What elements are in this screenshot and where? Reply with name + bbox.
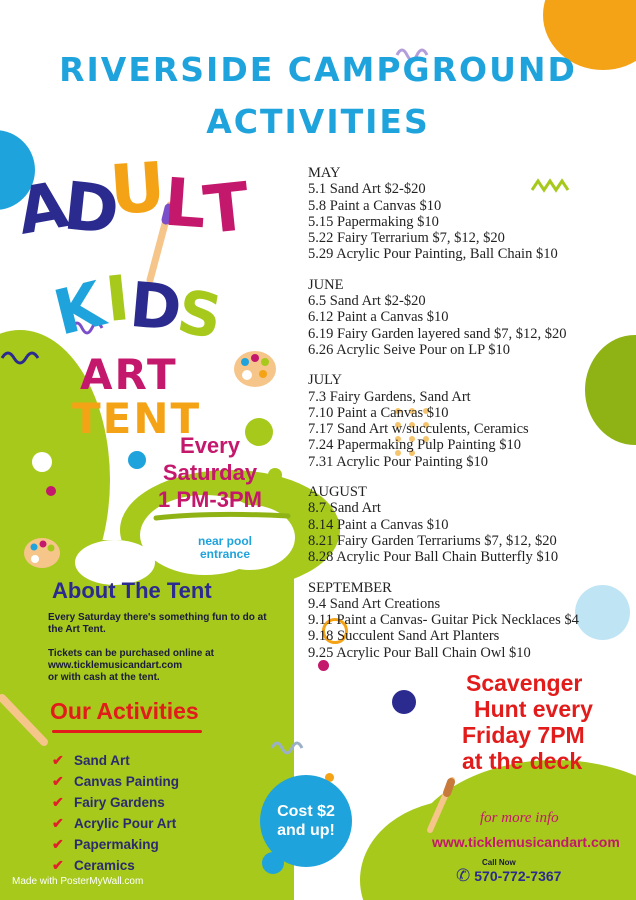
phone-icon: ✆ — [456, 866, 471, 885]
checkmark-icon: ✔ — [52, 815, 64, 831]
event-item: 8.28 Acrylic Pour Ball Chain Butterfly $10 — [308, 549, 559, 566]
event-item: 6.5 Sand Art $2-$20 — [308, 293, 426, 310]
blue-dot-1 — [128, 451, 146, 469]
month-title: JUNE — [308, 276, 344, 293]
location-line1: near pool — [197, 534, 252, 548]
activity-label: Papermaking — [74, 837, 159, 852]
paintbrush-icon-bottom — [420, 775, 460, 835]
event-item: 5.8 Paint a Canvas $10 — [308, 197, 442, 214]
event-item: 7.31 Acrylic Pour Painting $10 — [308, 453, 489, 470]
month-title: SEPTEMBER — [308, 579, 392, 596]
phone-row[interactable] — [456, 866, 561, 886]
activities-underline — [52, 730, 202, 733]
palette-icon-small — [22, 535, 62, 571]
scavenger-line4: at the deck — [462, 748, 583, 774]
squiggle-left — [0, 348, 48, 368]
adult-letter-u: U — [107, 148, 168, 231]
adult-letter-a: A — [11, 168, 74, 250]
scavenger-line2: Hunt every — [474, 696, 593, 722]
activity-label: Acrylic Pour Art — [74, 816, 177, 831]
event-item: 9.11 Paint a Canvas- Guitar Pick Necklaces $4 — [308, 612, 579, 629]
kids-letter-k: K — [46, 267, 112, 350]
more-info-label: for more info — [480, 810, 559, 826]
when-line3: 1 PM-3PM — [158, 487, 262, 512]
when-line2: Saturday — [162, 460, 258, 485]
page-title-line1: RIVERSIDE CAMPGROUND — [59, 50, 577, 89]
about-text — [48, 612, 278, 684]
list-item — [52, 750, 272, 771]
when-block — [150, 432, 270, 513]
activities-heading: Our Activities — [50, 698, 199, 724]
activity-label: Canvas Painting — [74, 774, 180, 789]
list-item — [52, 855, 272, 876]
event-item: 5.22 Fairy Terrarium $7, $12, $20 — [308, 230, 505, 247]
about-heading: About The Tent — [52, 578, 212, 603]
month-title: JULY — [308, 372, 342, 389]
checkmark-icon: ✔ — [52, 836, 64, 852]
event-item: 6.19 Fairy Garden layered sand $7, $12, $20 — [308, 325, 567, 342]
page-title-line2: ACTIVITIES — [206, 102, 430, 141]
month-block-july — [308, 372, 628, 470]
month-block-august — [308, 484, 628, 565]
event-item: 7.17 Sand Art w/succulents, Ceramics — [308, 421, 529, 438]
scavenger-line1: Scavenger — [466, 670, 583, 696]
kids-letter-i: I — [102, 260, 133, 337]
squiggle-bottom — [270, 738, 310, 758]
month-block-may — [308, 165, 628, 263]
footer-credit[interactable]: Made with PosterMyWall.com — [12, 876, 144, 887]
scavenger-hunt-block — [462, 670, 622, 774]
list-item — [52, 813, 272, 834]
scavenger-line3: Friday 7PM — [462, 722, 585, 748]
event-item: 7.3 Fairy Gardens, Sand Art — [308, 388, 471, 405]
adult-letter-l: L — [161, 163, 209, 244]
kids-letter-s: S — [172, 276, 227, 354]
checkmark-icon: ✔ — [52, 752, 64, 768]
art-word: ART — [80, 350, 178, 399]
kids-letter-d: D — [126, 267, 185, 346]
adult-letter-t: T — [200, 167, 253, 250]
checkmark-icon: ✔ — [52, 857, 64, 873]
activity-label: Sand Art — [74, 753, 130, 768]
when-line1: Every — [180, 433, 240, 458]
event-item: 5.29 Acrylic Pour Painting, Ball Chain $10 — [308, 246, 558, 263]
month-title: AUGUST — [308, 484, 367, 501]
month-title: MAY — [308, 165, 341, 181]
list-item — [52, 834, 272, 855]
adult-letter-d: D — [60, 167, 123, 250]
event-item: 5.15 Papermaking $10 — [308, 213, 439, 230]
event-item: 7.24 Papermaking Pulp Painting $10 — [308, 437, 522, 454]
checkmark-icon: ✔ — [52, 773, 64, 789]
white-dot-1 — [32, 452, 52, 472]
activity-label: Fairy Gardens — [74, 795, 165, 810]
phone-number: 570-772-7367 — [474, 868, 562, 884]
event-item: 8.21 Fairy Garden Terrariums $7, $12, $20 — [308, 532, 557, 549]
about-para1: Every Saturday there's something fun to do at the Art Tent. — [48, 612, 267, 635]
list-item — [52, 792, 272, 813]
palette-icon — [232, 348, 278, 390]
magenta-dot-2 — [318, 660, 329, 671]
event-item: 6.12 Paint a Canvas $10 — [308, 309, 449, 326]
activity-label: Ceramics — [74, 858, 135, 873]
about-para2-line2: www.ticklemusicandart.com — [48, 660, 183, 671]
event-item: 8.7 Sand Art — [308, 500, 381, 517]
event-item: 5.1 Sand Art $2-$20 — [308, 181, 426, 198]
event-item: 9.4 Sand Art Creations — [308, 595, 441, 612]
event-item: 8.14 Paint a Canvas $10 — [308, 516, 449, 533]
event-item: 9.25 Acrylic Pour Ball Chain Owl $10 — [308, 644, 531, 661]
event-item: 9.18 Succulent Sand Art Planters — [308, 628, 500, 645]
month-block-june — [308, 277, 628, 358]
magenta-dot-1 — [46, 486, 56, 496]
navy-dot — [392, 690, 416, 714]
checkmark-icon: ✔ — [52, 794, 64, 810]
month-block-september — [308, 580, 628, 661]
cost-line1: Cost $2 — [277, 803, 335, 820]
location-note — [180, 535, 270, 561]
list-item — [52, 771, 272, 792]
paintbrush-icon-left — [0, 690, 50, 750]
call-now-label: Call Now — [482, 858, 516, 867]
tent-word: TENT — [72, 394, 202, 443]
cost-badge — [260, 775, 352, 867]
cost-line2: and up! — [277, 822, 335, 839]
website-link[interactable]: www.ticklemusicandart.com — [432, 834, 620, 850]
event-item: 6.26 Acrylic Seive Pour on LP $10 — [308, 341, 511, 358]
activities-list — [52, 750, 272, 876]
schedule — [308, 165, 628, 661]
about-para2-line3: or with cash at the tent. — [48, 672, 160, 683]
about-para2-line1: Tickets can be purchased online at — [48, 648, 214, 659]
event-item: 7.10 Paint a Canvas $10 — [308, 404, 449, 421]
location-line2: entrance — [199, 547, 251, 561]
lime-dot-2 — [268, 468, 282, 482]
